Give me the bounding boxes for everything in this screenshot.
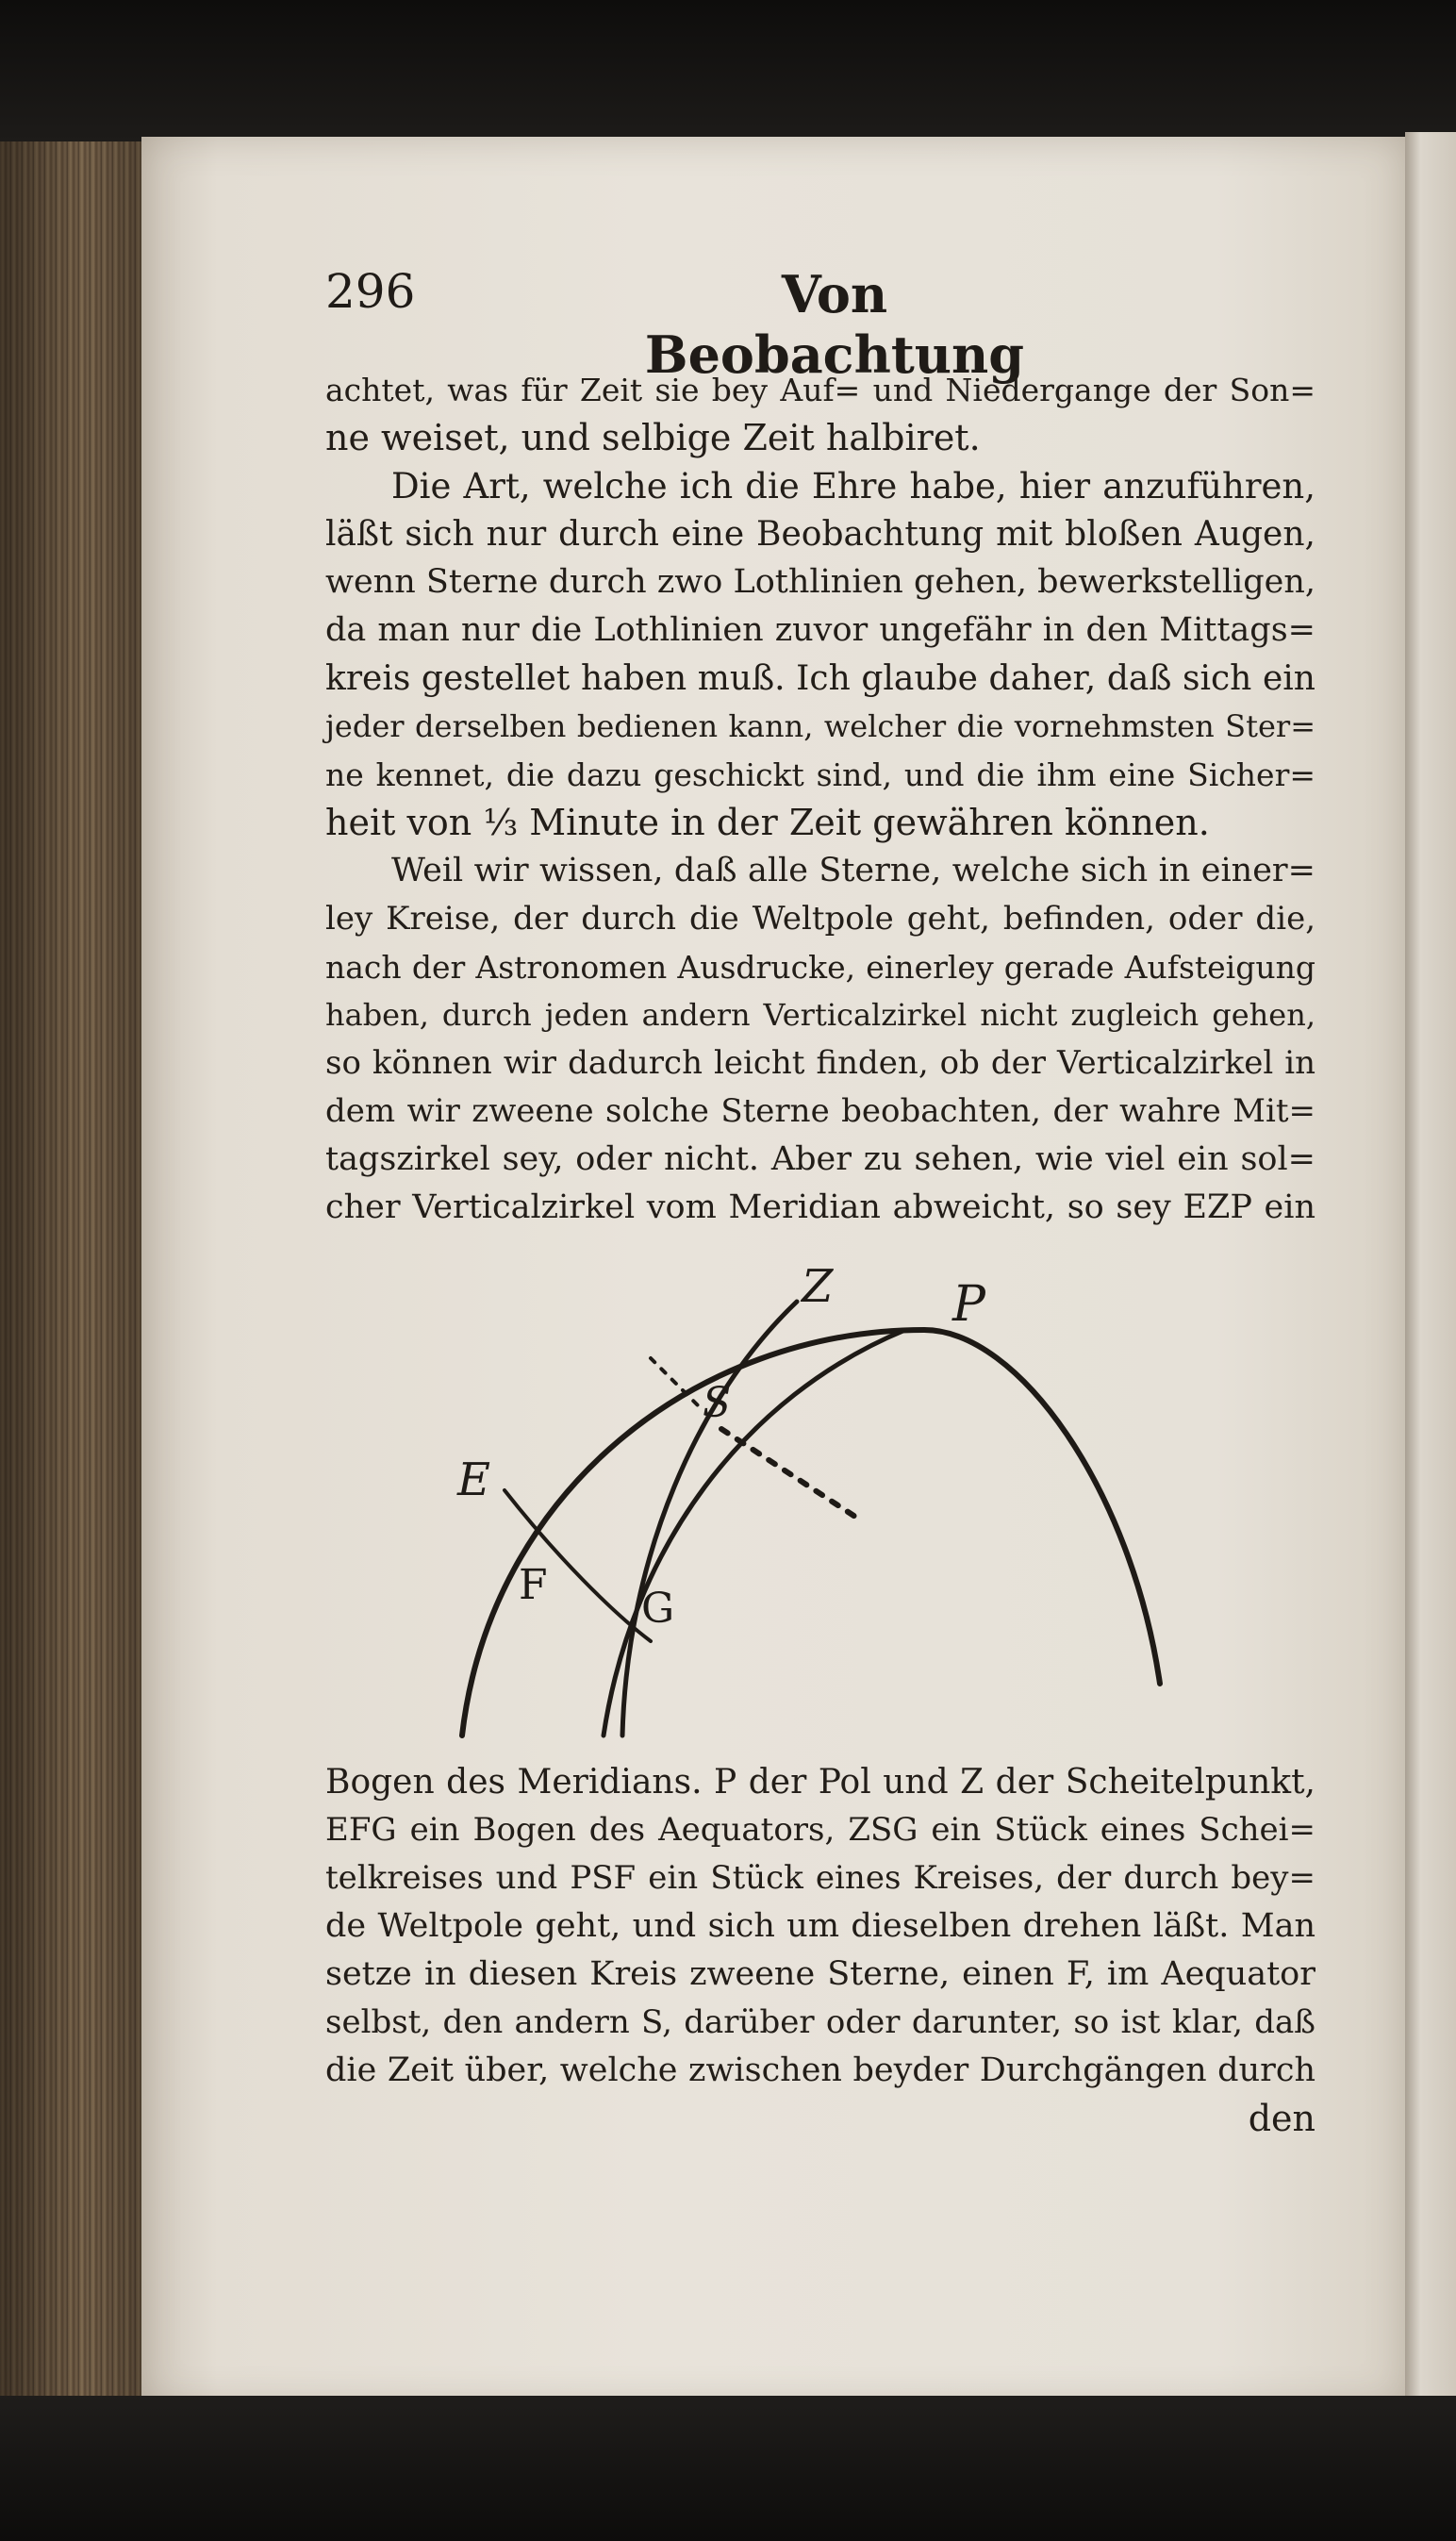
vertical-circle-arc (622, 1302, 797, 1736)
text-line: ne kennet, die dazu geschickt sind, und die ihm eine Sicher= (325, 756, 1315, 793)
text-line: nach der Astronomen Ausdrucke, einerley gerade Aufsteigung (325, 949, 1315, 986)
text-line: ley Kreise, der durch die Weltpole geht, befinden, oder die, (325, 900, 1315, 938)
text-line: de Weltpole geht, und sich um dieselben drehen läßt. Man (325, 1907, 1315, 1945)
text-line: ne weiset, und selbige Zeit halbiret. (325, 417, 981, 458)
text-line: cher Verticalzirkel vom Meridian abweicht, so sey EZP ein (325, 1188, 1315, 1226)
astronomy-diagram (415, 1254, 1188, 1754)
text-line: Die Art, welche ich die Ehre habe, hier anzuführen, (391, 466, 1315, 507)
text-line: Weil wir wissen, daß alle Sterne, welche sich in einer= (391, 852, 1315, 889)
text-line: Bogen des Meridians. P der Pol und Z der Scheitelpunkt, (325, 1763, 1315, 1802)
text-line: dem wir zweene solche Sterne beobachten, der wahre Mit= (325, 1092, 1315, 1130)
label-g: G (641, 1585, 675, 1633)
text-block-top (325, 366, 1315, 1232)
page-header (325, 264, 1315, 385)
label-f: F (519, 1561, 548, 1609)
text-line: läßt sich nur durch eine Beobachtung mit bloßen Augen, (325, 515, 1315, 554)
text-line: achtet, was für Zeit sie bey Auf= und Niedergange der Son= (325, 372, 1315, 408)
dotted-line-lower (721, 1429, 858, 1519)
next-page-edge (1405, 132, 1456, 2405)
diagram-svg (415, 1254, 1188, 1754)
background-top (0, 0, 1456, 141)
label-s: S (703, 1379, 732, 1427)
text-line: setze in diesen Kreis zweene Sterne, einen F, im Aequator (325, 1955, 1315, 1993)
book-edge-shadow (0, 141, 141, 2396)
meridian-arc (462, 1330, 1160, 1736)
text-line: telkreises und PSF ein Stück eines Kreises, der durch bey= (325, 1859, 1315, 1897)
label-z: Z (802, 1260, 834, 1313)
text-line: heit von ⅓ Minute in der Zeit gewähren können. (325, 802, 1210, 843)
text-line: tagszirkel sey, oder nicht. Aber zu sehen, wie viel ein sol= (325, 1140, 1315, 1178)
running-title: Von Beobachtung (644, 264, 1025, 385)
label-e: E (457, 1453, 491, 1506)
text-line: so können wir dadurch leicht finden, ob der Verticalzirkel in (325, 1044, 1315, 1082)
text-line: kreis gestellet haben muß. Ich glaube daher, daß sich ein (325, 659, 1315, 698)
text-line: haben, durch jeden andern Verticalzirkel nicht zugleich gehen, (325, 997, 1315, 1033)
hour-circle-arc (604, 1330, 905, 1736)
text-line: EFG ein Bogen des Aequators, ZSG ein Stück eines Schei= (325, 1811, 1315, 1849)
background-bottom (0, 2396, 1456, 2541)
text-line: jeder derselben bedienen kann, welcher die vornehmsten Ster= (325, 708, 1315, 744)
text-line: die Zeit über, welche zwischen beyder Durchgängen durch (325, 2051, 1315, 2089)
text-block-bottom (325, 1758, 1315, 2143)
label-p: P (952, 1276, 985, 1333)
catchword: den (1248, 2098, 1315, 2139)
text-line: da man nur die Lothlinien zuvor ungefähr in den Mittags= (325, 611, 1315, 649)
text-line: wenn Sterne durch zwo Lothlinien gehen, bewerkstelligen, (325, 563, 1315, 601)
text-line: selbst, den andern S, darüber oder darunter, so ist klar, daß (325, 2003, 1315, 2041)
page-number: 296 (325, 264, 416, 319)
